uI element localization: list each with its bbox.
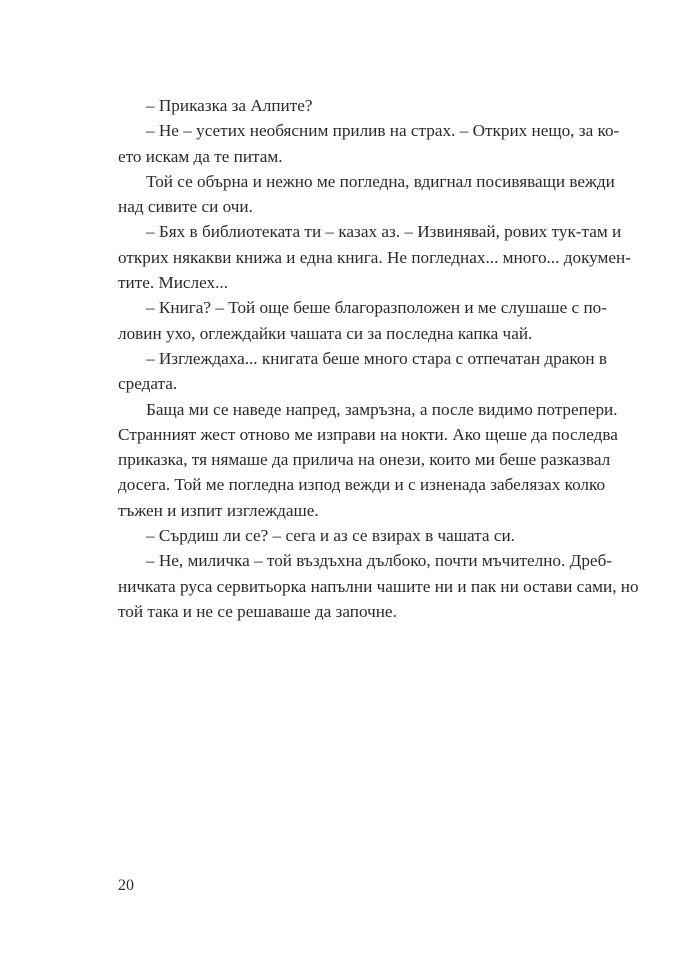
text-line: Баща ми се наведе напред, замръзна, а после видимо потрепери. <box>146 399 618 419</box>
text-line: – Не – усетих необясним прилив на страх. – Открих нещо, за ко- <box>146 121 620 141</box>
text-line: ето искам да те питам. <box>118 146 283 166</box>
text-line: Странният жест отново ме изправи на нокти. Ако щеше да последва <box>118 424 618 444</box>
text-line: той така и не се решаваше да започне. <box>118 601 397 621</box>
text-line: тъжен и изпит изглеждаше. <box>118 500 319 520</box>
text-line: открих някакви книжа и една книга. Не погледнах... много... докумен- <box>118 247 631 267</box>
text-line: тите. Мислех... <box>118 273 229 293</box>
text-line: досега. Той ме погледна изпод вежди и с изненада забелязах колко <box>118 475 606 495</box>
text-line: ничката руса сервитьорка напълни чашите ни и пак ни остави сами, но <box>118 576 639 596</box>
text-line: – Приказка за Алпите? <box>146 96 313 115</box>
body-text <box>118 93 639 624</box>
text-line: средата. <box>118 374 178 394</box>
text-line: – Сърдиш ли се? – сега и аз се взирах в чашата си. <box>146 526 515 546</box>
text-line: – Изглеждаха... книгата беше много стара с отпечатан дракон в <box>146 348 608 368</box>
text-line: Той се обърна и нежно ме погледна, вдигнал посивяващи вежди <box>146 171 615 191</box>
text-line: ловин ухо, оглеждайки чашата си за последна капка чай. <box>118 323 533 343</box>
text-line: – Бях в библиотеката ти – казах аз. – Извинявай, рових тук-там и <box>146 222 622 242</box>
page-number: 20 <box>118 877 134 894</box>
text-line: – Книга? – Той още беше благоразположен и ме слушаше с по- <box>146 298 607 318</box>
text-line: – Не, миличка – той въздъхна дълбоко, почти мъчително. Дреб- <box>146 551 613 571</box>
text-line: над сивите си очи. <box>118 197 253 217</box>
text-line: приказка, тя нямаше да прилича на онези, които ми беше разказвал <box>118 450 611 470</box>
